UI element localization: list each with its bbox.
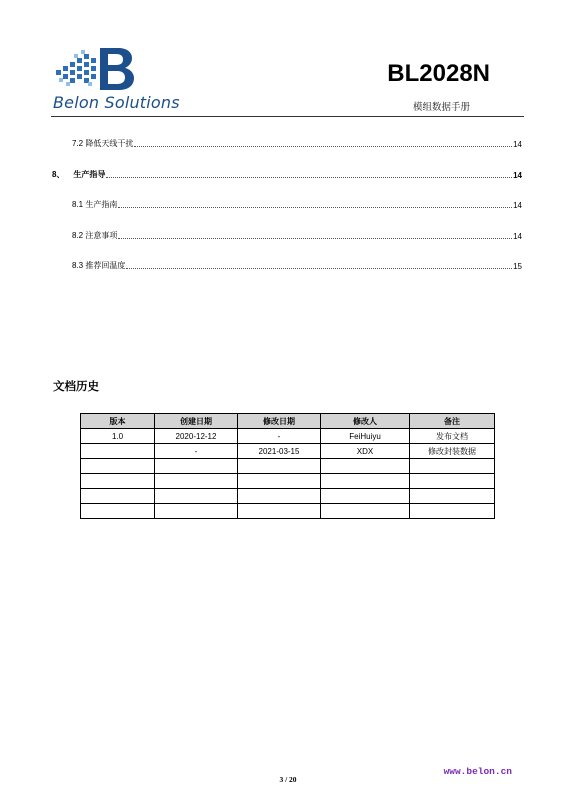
toc-entry-page: 15	[513, 262, 522, 271]
table-cell	[155, 489, 238, 504]
table-cell: XDX	[321, 444, 410, 459]
toc-leader	[118, 238, 512, 239]
toc-entry-page: 14	[513, 201, 522, 210]
toc-entry[interactable]	[52, 260, 522, 271]
table-cell: 2021-03-15	[238, 444, 321, 459]
table-cell	[410, 504, 495, 519]
toc-leader	[106, 177, 512, 178]
toc-entry[interactable]	[52, 199, 522, 210]
toc-leader	[134, 146, 512, 147]
toc-entry[interactable]	[52, 230, 522, 241]
product-title: BL2028N	[387, 60, 490, 87]
table-cell	[321, 474, 410, 489]
table-cell: 1.0	[81, 429, 155, 444]
table-cell	[81, 459, 155, 474]
toc-leader	[126, 268, 512, 269]
table-cell	[81, 474, 155, 489]
table-cell: FeiHuiyu	[321, 429, 410, 444]
toc-entry[interactable]	[52, 169, 522, 180]
toc-entry-label: 8.2 注意事项	[72, 231, 118, 240]
table-row	[81, 444, 495, 459]
toc-entry-label: 8.3 推荐回温度	[72, 261, 126, 270]
table-cell	[155, 459, 238, 474]
column-header-modified: 修改日期	[238, 414, 321, 429]
table-cell	[410, 489, 495, 504]
toc-entry-page: 14	[513, 232, 522, 241]
table-cell	[81, 489, 155, 504]
table-header-row	[81, 414, 495, 429]
column-header-editor: 修改人	[321, 414, 410, 429]
toc-entry-page: 14	[513, 140, 522, 149]
table-cell: 发布文档	[410, 429, 495, 444]
table-cell	[238, 474, 321, 489]
table-cell	[321, 489, 410, 504]
history-heading: 文档历史	[53, 381, 99, 393]
table-cell: -	[238, 429, 321, 444]
table-cell	[81, 504, 155, 519]
brand-name: Belon Solutions	[53, 93, 180, 112]
table-cell	[321, 504, 410, 519]
table-row	[81, 459, 495, 474]
table-row	[81, 429, 495, 444]
page-number: 3 / 20	[279, 775, 297, 784]
table-cell	[155, 504, 238, 519]
table-cell: -	[155, 444, 238, 459]
table-cell	[410, 459, 495, 474]
column-header-remarks: 备注	[410, 414, 495, 429]
table-cell	[321, 459, 410, 474]
belon-logo	[54, 46, 136, 92]
toc-entry-label: 8.1 生产指南	[72, 200, 118, 209]
toc-entry-label: 7.2 降低天线干扰	[72, 139, 134, 148]
table-row	[81, 489, 495, 504]
table-row	[81, 474, 495, 489]
toc-entry-page: 14	[513, 171, 522, 180]
toc-entry[interactable]	[52, 138, 522, 149]
table-cell	[410, 474, 495, 489]
table-cell	[238, 459, 321, 474]
doc-subtitle: 模组数据手册	[412, 102, 470, 113]
column-header-version: 版本	[81, 414, 155, 429]
table-row	[81, 504, 495, 519]
toc-leader	[118, 207, 512, 208]
table-cell	[238, 504, 321, 519]
history-table	[80, 413, 495, 519]
toc-entry-label: 8、 生产指导	[52, 170, 106, 179]
table-cell	[81, 444, 155, 459]
table-cell: 修改封装数据	[410, 444, 495, 459]
table-cell: 2020-12-12	[155, 429, 238, 444]
website-link[interactable]: www.belon.cn	[443, 766, 512, 777]
column-header-created: 创建日期	[155, 414, 238, 429]
page-header	[0, 0, 576, 125]
table-cell	[238, 489, 321, 504]
table-cell	[155, 474, 238, 489]
header-rule	[51, 116, 524, 117]
